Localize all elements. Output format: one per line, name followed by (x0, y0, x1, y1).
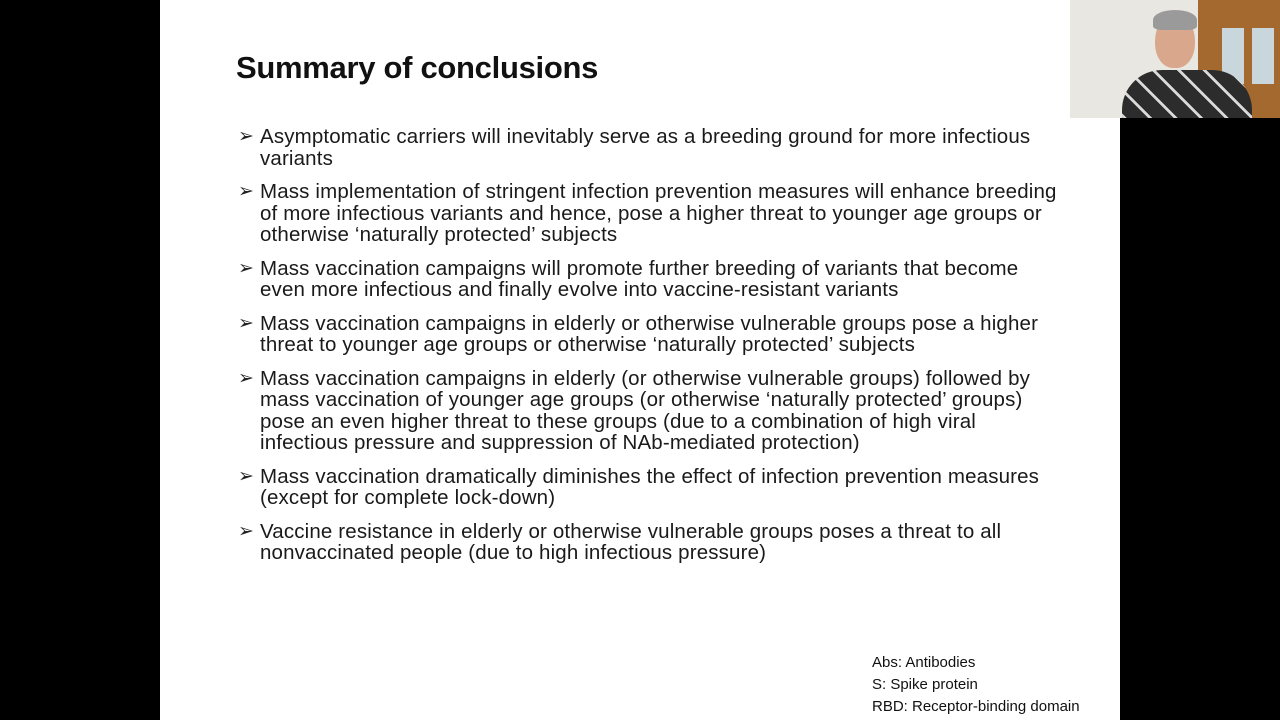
webcam-door-pane (1252, 28, 1274, 84)
arrow-bullet-icon: ➢ (238, 311, 254, 334)
list-item (238, 258, 1068, 301)
list-item (238, 313, 1068, 356)
list-item (238, 521, 1068, 564)
bullet-text: Mass vaccination dramatically diminishes the effect of infection prevention measures (except for complete lock-down) (260, 464, 1040, 509)
bullet-text: Mass vaccination campaigns in elderly or otherwise vulnerable groups pose a higher threat to younger age groups or otherwise ‘naturally protected’ subjects (260, 311, 1039, 356)
arrow-bullet-icon: ➢ (238, 256, 254, 279)
bullet-text: Asymptomatic carriers will inevitably serve as a breeding ground for more infectious variants (260, 125, 1031, 170)
footnote-rbd: RBD: Receptor-binding domain (872, 698, 1080, 715)
list-item (238, 466, 1068, 509)
bullet-text: Vaccine resistance in elderly or otherwise vulnerable groups poses a threat to all nonvaccinated people (due to high infectious pressure) (260, 519, 1002, 564)
list-item (238, 368, 1068, 454)
arrow-bullet-icon: ➢ (238, 125, 254, 147)
arrow-bullet-icon: ➢ (238, 180, 254, 202)
slide-title: Summary of conclusions (236, 50, 599, 85)
presenter-webcam-video (1070, 0, 1280, 118)
footnote-s: S: Spike protein (872, 676, 978, 693)
list-item (238, 181, 1068, 246)
presenter-sweater (1122, 70, 1252, 118)
arrow-bullet-icon: ➢ (238, 464, 254, 487)
bullet-text: Mass implementation of stringent infection prevention measures will enhance breeding of more infectious variants and hence, pose a higher threat to younger age groups or otherwise ‘naturally protected’ subjects (260, 180, 1057, 246)
arrow-bullet-icon: ➢ (238, 366, 254, 389)
presentation-slide (160, 0, 1120, 720)
list-item (238, 126, 1068, 169)
arrow-bullet-icon: ➢ (238, 519, 254, 542)
conclusions-list (238, 126, 1068, 576)
footnote-abs: Abs: Antibodies (872, 654, 976, 671)
bullet-text: Mass vaccination campaigns in elderly (or otherwise vulnerable groups) followed by mass vaccination of younger age groups (or otherwise ‘naturally protected’ groups) pose an even higher threat to these groups (due to a combination of high viral infectious pressure and suppression of NAb-mediated protection) (260, 366, 1031, 454)
bullet-text: Mass vaccination campaigns will promote further breeding of variants that become even more infectious and finally evolve into vaccine-resistant variants (260, 256, 1019, 301)
abbreviation-footnotes (872, 652, 1080, 718)
presenter-hair (1153, 10, 1197, 30)
